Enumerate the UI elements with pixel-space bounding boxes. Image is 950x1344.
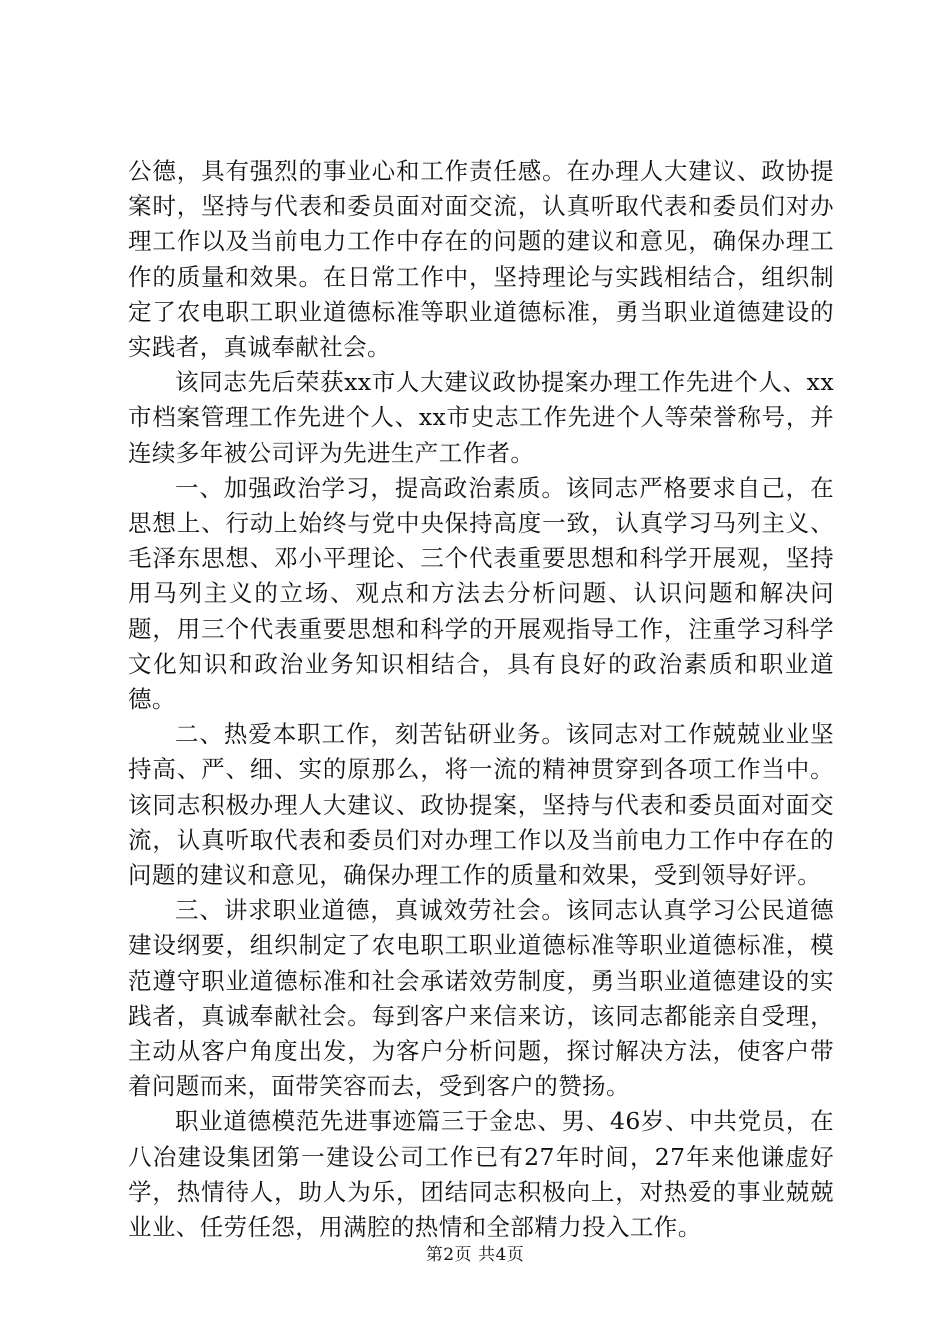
paragraph-article-three: 职业道德模范先进事迹篇三于金忠、男、46岁、中共党员，在八冶建设集团第一建设公司工作已有27年时间，27年来他谦虚好学，热情待人，助人为乐，团结同志积极向上，对热爱的事业兢兢业业、任劳任怨，用满腔的热情和全部精力投入工作。 [128,1107,834,1242]
paragraph-political-study: 一、加强政治学习，提高政治素质。该同志严格要求自己，在思想上、行动上始终与党中央保持高度一致，认真学习马列主义、毛泽东思想、邓小平理论、三个代表重要思想和科学开展观，坚持用马列主义的立场、观点和方法去分析问题、认识问题和解决问题，用三个代表重要思想和科学的开展观指导工作，注重学习科学文化知识和政治业务知识相结合，具有良好的政治素质和职业道德。 [128,473,834,714]
paragraph-job-dedication: 二、热爱本职工作，刻苦钻研业务。该同志对工作兢兢业业坚持高、严、细、实的原那么，将一流的精神贯穿到各项工作当中。该同志积极办理人大建议、政协提案，坚持与代表和委员面对面交流，认真听取代表和委员们对办理工作以及当前电力工作中存在的问题的建议和意见，确保办理工作的质量和效果，受到领导好评。 [128,720,834,890]
paragraph-continuation: 公德，具有强烈的事业心和工作责任感。在办理人大建议、政协提案时，坚持与代表和委员面对面交流，认真听取代表和委员们对办理工作以及当前电力工作中存在的问题的建议和意见，确保办理工作的质量和效果。在日常工作中，坚持理论与实践相结合，组织制定了农电职工职业道德标准等职业道德标准，勇当职业道德建设的实践者，真诚奉献社会。 [128,157,834,362]
page-number-footer: 第2页 共4页 [425,1245,525,1265]
paragraph-professional-ethics: 三、讲求职业道德，真诚效劳社会。该同志认真学习公民道德建设纲要，组织制定了农电职工职业道德标准等职业道德标准，模范遵守职业道德标准和社会承诺效劳制度，勇当职业道德建设的实践者，真诚奉献社会。每到客户来信来访，该同志都能亲自受理，主动从客户角度出发，为客户分析问题，探讨解决方法，使客户带着问题而来，面带笑容而去，受到客户的赞扬。 [128,896,834,1101]
document-body [128,154,834,1245]
paragraph-honors: 该同志先后荣获xx市人大建议政协提案办理工作先进个人、xx市档案管理工作先进个人、xx市史志工作先进个人等荣誉称号，并连续多年被公司评为先进生产工作者。 [128,368,834,467]
